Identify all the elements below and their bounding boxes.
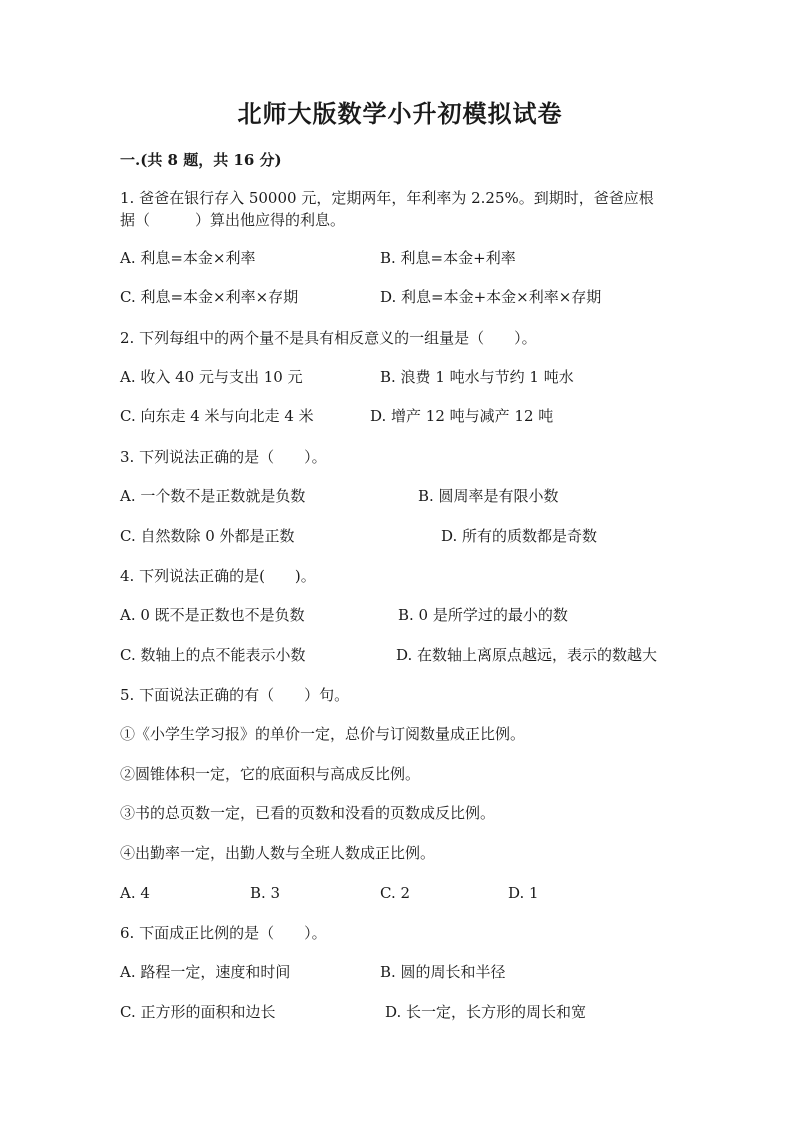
q4-option-b: B. 0 是所学过的最小的数 xyxy=(398,606,568,624)
q1-stem-line1: 1. 爸爸在银行存入 50000 元，定期两年，年利率为 2.25%。到期时，爸爸应根 xyxy=(120,189,654,207)
q1-option-a: A. 利息=本金×利率 xyxy=(120,249,256,267)
q1-option-d: D. 利息=本金+本金×利率×存期 xyxy=(380,288,602,306)
q3-stem: 3. 下列说法正确的是（ ）。 xyxy=(120,448,327,466)
q6-option-b: B. 圆的周长和半径 xyxy=(380,963,506,981)
q3-option-a: A. 一个数不是正数就是负数 xyxy=(120,487,306,505)
q5-option-a: A. 4 xyxy=(120,884,150,902)
q5-option-c: C. 2 xyxy=(380,884,411,902)
q4-option-c: C. 数轴上的点不能表示小数 xyxy=(120,646,306,664)
q2-stem: 2. 下列每组中的两个量不是具有相反意义的一组量是（ ）。 xyxy=(120,329,537,347)
q6-option-a: A. 路程一定，速度和时间 xyxy=(120,963,291,981)
exam-title: 北师大版数学小升初模拟试卷 xyxy=(237,99,563,128)
q2-option-a: A. 收入 40 元与支出 10 元 xyxy=(120,368,303,386)
q4-option-d: D. 在数轴上离原点越远，表示的数越大 xyxy=(396,646,658,664)
q1-stem-line2: 据（ ）算出他应得的利息。 xyxy=(120,211,346,229)
q6-option-d: D. 长一定，长方形的周长和宽 xyxy=(385,1003,587,1021)
q1-option-b: B. 利息=本金+利率 xyxy=(380,249,516,267)
q6-stem: 6. 下面成正比例的是（ ）。 xyxy=(120,924,327,942)
q4-stem: 4. 下列说法正确的是( )。 xyxy=(120,567,316,585)
q4-option-a: A. 0 既不是正数也不是负数 xyxy=(120,606,305,624)
q5-statement-2: ②圆锥体积一定，它的底面积与高成反比例。 xyxy=(120,765,421,783)
q6-option-c: C. 正方形的面积和边长 xyxy=(120,1003,276,1021)
q2-option-d: D. 增产 12 吨与减产 12 吨 xyxy=(370,407,554,425)
q2-option-c: C. 向东走 4 米与向北走 4 米 xyxy=(120,407,314,425)
q1-option-c: C. 利息=本金×利率×存期 xyxy=(120,288,299,306)
q5-statement-3: ③书的总页数一定，已看的页数和没看的页数成反比例。 xyxy=(120,804,496,822)
q3-option-c: C. 自然数除 0 外都是正数 xyxy=(120,527,295,545)
q3-option-b: B. 圆周率是有限小数 xyxy=(418,487,559,505)
q5-option-b: B. 3 xyxy=(250,884,281,902)
q5-statement-4: ④出勤率一定，出勤人数与全班人数成正比例。 xyxy=(120,844,436,862)
q2-option-b: B. 浪费 1 吨水与节约 1 吨水 xyxy=(380,368,574,386)
q5-option-d: D. 1 xyxy=(508,884,539,902)
section-heading: 一.(共 8 题，共 16 分) xyxy=(120,151,282,169)
q5-statement-1: ①《小学生学习报》的单价一定，总价与订阅数量成正比例。 xyxy=(120,725,526,743)
q5-stem: 5. 下面说法正确的有（ ）句。 xyxy=(120,686,350,704)
q3-option-d: D. 所有的质数都是奇数 xyxy=(441,527,598,545)
